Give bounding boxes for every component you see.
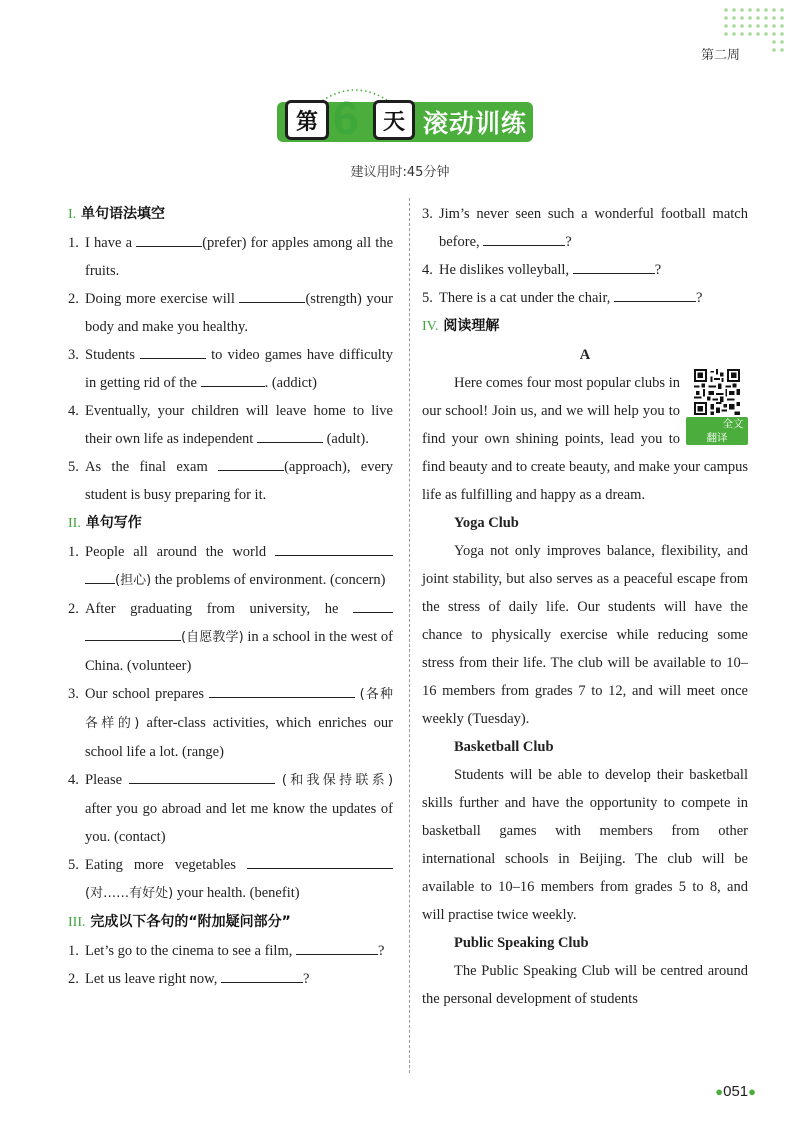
club-title-public-speaking: Public Speaking Club [454, 935, 589, 951]
club-text-basketball: Students will be able to develop their basketball skills further and have the opportunity to compete in basketball games with members from other international schools in Beijing. The club will be available to 10–16 members from grades 5 to 8, and will practise twice weekly. [422, 767, 748, 923]
answer-blank[interactable] [296, 938, 378, 955]
question-text: People all around the world [85, 544, 267, 560]
question-text: after-class activities, which enriches our school life a lot. (range) [85, 715, 393, 760]
question-text: Please [85, 772, 123, 788]
question-number: 2. [68, 971, 79, 987]
question-text: He dislikes volleyball, [439, 262, 570, 278]
question-number: 4. [68, 403, 79, 419]
writing-question-3 [68, 680, 393, 766]
club-title-basketball: Basketball Club [454, 739, 554, 755]
section-1-number: I. [68, 207, 77, 222]
tag-question-2 [68, 965, 393, 993]
question-number: 5. [422, 290, 433, 306]
section-1-title: 单句语法填空 [81, 206, 166, 222]
answer-blank[interactable] [209, 681, 355, 698]
answer-blank[interactable] [353, 596, 393, 613]
section-1-heading [68, 200, 393, 229]
question-text: . (addict) [264, 375, 317, 391]
full-translation-label[interactable]: 全文翻译 [686, 417, 748, 445]
section-2-number: II. [68, 516, 81, 531]
question-text: After graduating from university, he [85, 601, 339, 617]
question-text: Eating more vegetables [85, 857, 236, 873]
question-mark: ? [654, 262, 662, 278]
question-text: in a school in the west of China. (volunteer) [85, 629, 393, 674]
grammar-question-2 [68, 285, 393, 341]
answer-blank[interactable] [573, 257, 655, 274]
bullet-dot-icon: ● [715, 1084, 724, 1099]
question-number: 2. [68, 291, 79, 307]
question-text: after you go abroad and let me know the updates of you. (contact) [85, 801, 393, 845]
grammar-question-1 [68, 229, 393, 285]
page-title [277, 92, 533, 144]
question-text: (prefer) for apples among all the fruits. [85, 235, 394, 279]
chinese-hint: (自愿教学) [181, 630, 244, 645]
section-3-number: III. [68, 915, 86, 930]
question-text: I have a [85, 235, 133, 251]
section-4-number: IV. [422, 319, 439, 334]
answer-blank[interactable] [201, 370, 265, 387]
passage-letter: A [579, 347, 591, 363]
suggested-time: 建议用时:45分钟 [350, 165, 450, 180]
question-text: Students [85, 347, 135, 363]
question-text: the problems of environment. (concern) [154, 572, 386, 588]
page-number [715, 1083, 756, 1100]
answer-blank[interactable] [257, 426, 323, 443]
chinese-hint: (对……有好处) [85, 886, 174, 901]
answer-blank[interactable] [275, 539, 393, 556]
question-text: (strength) your body and make you healthy. [85, 291, 394, 335]
chinese-hint: (和我保持联系) [281, 773, 394, 788]
section-3-title: 完成以下各句的“附加疑问部分” [90, 914, 291, 930]
section-3-heading [68, 908, 393, 937]
question-text: (adult). [326, 431, 369, 447]
title-first-char: 第 [285, 100, 329, 140]
question-text: Let’s go to the cinema to see a film, [85, 943, 293, 959]
title-main-text: 滚动训练 [423, 109, 528, 138]
bullet-dot-icon: ● [748, 1084, 756, 1099]
question-number: 3. [68, 347, 79, 363]
club-text-yoga: Yoga not only improves balance, flexibility, and joint stability, but also serves as a peaceful escape from the stress of daily life. Our students will have the chance to physically exercise while reducing some stress from their life. The club will be available to 10–16 members from grades 7 to 12, and will meet once weekly (Tuesday). [422, 543, 748, 727]
question-text: (approach), every student is busy preparing for it. [85, 459, 393, 503]
section-4-title: 阅读理解 [443, 318, 500, 334]
question-text: Let us leave right now, [85, 971, 218, 987]
question-text: As the final exam [85, 459, 208, 475]
column-divider [409, 198, 410, 1073]
grammar-question-3 [68, 341, 393, 397]
grammar-question-5 [68, 453, 393, 509]
answer-blank[interactable] [136, 230, 202, 247]
club-text-public-speaking: The Public Speaking Club will be centred around the personal development of students [422, 963, 748, 1007]
section-2-title: 单句写作 [85, 515, 142, 531]
writing-question-4 [68, 766, 393, 851]
tag-question-1 [68, 937, 393, 965]
chinese-hint: (各种各样的) [85, 687, 394, 731]
question-mark: ? [378, 943, 385, 959]
question-number: 5. [68, 459, 79, 475]
question-text: Doing more exercise will [85, 291, 235, 307]
question-number: 4. [68, 772, 79, 788]
question-text: Jim’s never seen such a wonderful football match before, [439, 206, 748, 250]
writing-question-1 [68, 538, 393, 595]
writing-question-2 [68, 595, 393, 680]
intro-text: Here comes four most popular clubs in our school! Join us, and we will help you to find your own shining points, lead you to find beauty and to create beauty, and make your campus life as fulfilling and happy as a dream. [422, 375, 748, 503]
question-text: your health. (benefit) [176, 885, 300, 901]
qr-code-icon[interactable] [692, 369, 742, 415]
question-number: 3. [422, 206, 433, 222]
right-column [422, 200, 748, 1013]
question-number: 3. [68, 686, 79, 702]
writing-question-5 [68, 851, 393, 908]
answer-blank[interactable] [247, 852, 393, 869]
tag-question-3 [422, 200, 748, 256]
title-day-number: 6 [333, 92, 359, 144]
answer-blank[interactable] [129, 767, 275, 784]
chinese-hint: (担心) [115, 573, 152, 588]
question-mark: ? [302, 971, 310, 987]
passage-intro [422, 369, 748, 509]
week-label: 第二周 [700, 48, 740, 63]
question-number: 5. [68, 857, 79, 873]
question-mark: ? [695, 290, 703, 306]
question-text: Our school prepares [85, 686, 205, 702]
section-4-heading [422, 312, 748, 341]
section-2-heading [68, 509, 393, 538]
answer-blank[interactable] [239, 286, 305, 303]
answer-blank[interactable] [85, 624, 181, 641]
question-number: 1. [68, 943, 79, 959]
question-number: 2. [68, 601, 79, 617]
question-text: to video games have difficulty in getting rid of the [85, 347, 394, 391]
answer-blank[interactable] [483, 229, 565, 246]
answer-blank[interactable] [140, 342, 206, 359]
page-number-text: 051 [723, 1083, 749, 1100]
question-text: Eventually, your children will leave home to live their own life as independent [85, 403, 393, 447]
answer-blank[interactable] [614, 285, 696, 302]
tag-question-5 [422, 284, 748, 312]
answer-blank[interactable] [218, 454, 284, 471]
question-number: 4. [422, 262, 433, 278]
tag-question-4 [422, 256, 748, 284]
question-number: 1. [68, 235, 79, 251]
title-day-char: 天 [373, 100, 415, 140]
left-column [68, 200, 393, 993]
question-mark: ? [565, 234, 572, 250]
question-number: 1. [68, 544, 79, 560]
answer-blank[interactable] [221, 966, 303, 983]
grammar-question-4 [68, 397, 393, 453]
question-text: There is a cat under the chair, [439, 290, 611, 306]
club-title-yoga: Yoga Club [454, 515, 519, 531]
answer-blank[interactable] [85, 567, 115, 584]
qr-translation-widget[interactable] [686, 369, 748, 444]
